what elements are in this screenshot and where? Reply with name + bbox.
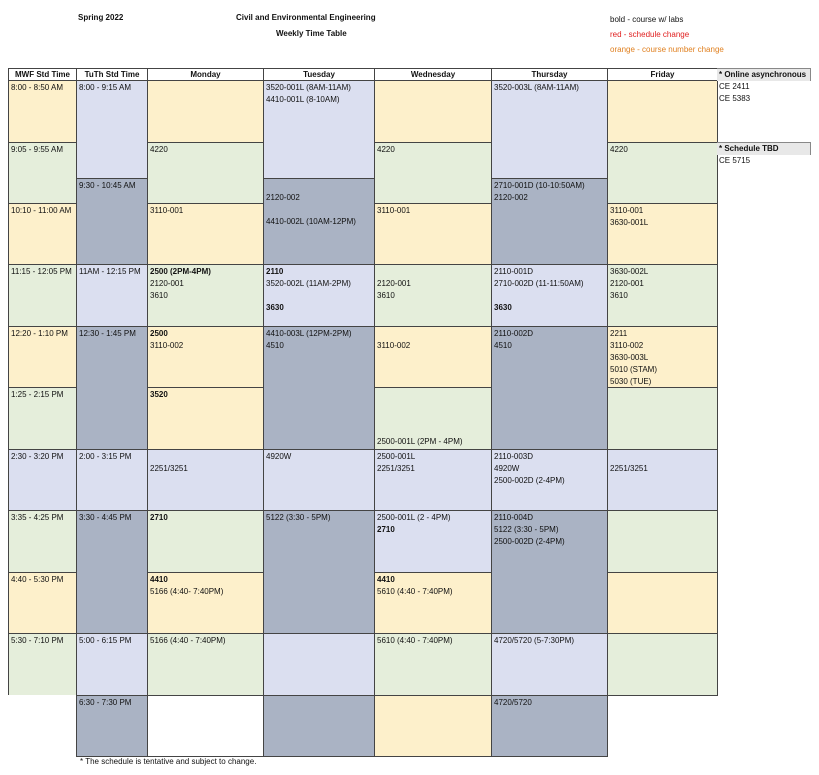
course-entry [266,180,372,192]
course-entry: 4720/5720 (5-7:30PM) [494,636,575,645]
tuesday-slot [263,510,375,634]
course-entry: 3630 [494,303,512,312]
tuth-time-cell: 3:30 - 4:45 PM [76,510,148,634]
mwf-time-cell: 8:00 - 8:50 AM [8,80,77,143]
course-entry: 4410-001L (8-10AM) [266,95,340,104]
thursday-slot [491,510,608,634]
friday-slot [607,449,718,511]
wednesday-slot [374,449,492,511]
course-entry: 2110-004D [494,513,533,522]
monday-slot [147,142,264,204]
thursday-slot [491,326,608,450]
course-entry: 2110-003D [494,452,533,461]
course-entry: 2251/3251 [377,464,415,473]
friday-slot [607,387,718,450]
course-entry: 2120-001 [150,279,184,288]
term-label: Spring 2022 [78,13,124,22]
course-entry: 5610 (4:40 - 7:40PM) [377,587,453,596]
course-entry: 3610 [377,291,395,300]
monday-slot [147,633,264,696]
column-header-thursday: Thursday [491,68,608,81]
monday-slot [147,80,264,143]
tbd-item: CE 5715 [719,156,751,165]
course-entry: 2500-002D (2-4PM) [494,476,565,485]
friday-slot [607,326,718,388]
course-entry: 3630 [266,303,284,312]
thursday-slot [491,178,608,265]
wednesday-slot [374,264,492,327]
friday-slot [607,264,718,327]
course-entry: 3520-001L (8AM-11AM) [266,83,351,92]
course-entry: 2500 (2PM-4PM) [150,267,211,276]
course-entry: 2710-001D (10-10:50AM) [494,181,585,190]
monday-slot [147,695,264,757]
schedule-tbd-list [717,142,811,167]
course-entry: 4410 [377,575,395,584]
course-entry: 4510 [494,341,512,350]
course-entry: 3110-002 [377,341,411,350]
course-entry: 4410 [150,575,168,584]
course-entry: 3520 [150,390,168,399]
column-header-mwf-std-time: MWF Std Time [8,68,77,81]
tuth-time-cell: 12:30 - 1:45 PM [76,326,148,450]
course-entry: 3630-001L [610,218,649,227]
legend-bold: bold - course w/ labs [610,15,684,24]
course-entry: 5010 (STAM) [610,365,657,374]
course-entry: 3610 [610,291,628,300]
wednesday-slot [374,510,492,573]
tuth-time-cell: 11AM - 12:15 PM [76,264,148,327]
empty-cell [8,695,77,757]
thursday-slot [491,633,608,696]
course-entry: 4920W [494,464,520,473]
course-entry: 5122 (3:30 - 5PM) [266,513,331,522]
wednesday-slot [374,633,492,696]
course-entry: 2110-002D [494,329,533,338]
course-entry: 4220 [610,145,628,154]
course-entry: 3630-002L [610,267,649,276]
course-entry: 2110-001D [494,267,533,276]
course-entry: 2710 [150,513,168,522]
monday-slot [147,264,264,327]
course-entry: 3110-001 [610,206,644,215]
course-entry: 2211 [610,329,628,338]
legend-red: red - schedule change [610,30,690,39]
mwf-time-cell: 4:40 - 5:30 PM [8,572,77,634]
friday-slot [607,572,718,634]
course-entry: 3110-001 [150,206,184,215]
course-entry [494,290,605,302]
course-entry: 3610 [150,291,168,300]
online-async-title: * Online asynchronous [717,68,811,81]
monday-slot [147,510,264,573]
mwf-time-cell: 9:05 - 9:55 AM [8,142,77,204]
online-item: CE 2411 [719,82,750,91]
mwf-time-cell: 1:25 - 2:15 PM [8,387,77,450]
thursday-slot [491,695,608,757]
tuth-time-cell: 5:00 - 6:15 PM [76,633,148,696]
course-entry [266,290,372,302]
monday-slot [147,387,264,450]
course-entry: 4220 [150,145,168,154]
monday-slot [147,203,264,265]
mwf-time-cell: 12:20 - 1:10 PM [8,326,77,388]
thursday-slot [491,80,608,179]
course-entry: 2710 [377,525,395,534]
course-entry: 4720/5720 [494,698,532,707]
tuesday-slot [263,264,375,327]
course-entry: 4920W [266,452,292,461]
monday-slot [147,449,264,511]
tuesday-slot [263,633,375,696]
course-entry: 4220 [377,145,395,154]
mwf-time-cell: 5:30 - 7:10 PM [8,633,77,696]
department-title: Civil and Environmental Engineering [236,13,376,22]
course-entry [150,451,261,463]
wednesday-slot [374,326,492,388]
course-entry [610,451,715,463]
footnote: * The schedule is tentative and subject to change. [80,757,257,766]
course-entry: 3110-002 [610,341,644,350]
course-entry: 5166 (4:40 - 7:40PM) [150,636,226,645]
mwf-time-cell: 2:30 - 3:20 PM [8,449,77,511]
course-entry: 5610 (4:40 - 7:40PM) [377,636,453,645]
course-entry: 2500 [150,329,168,338]
course-entry: 5166 (4:40- 7:40PM) [150,587,224,596]
tuesday-slot [263,80,375,179]
friday-slot [607,633,718,696]
column-header-tuesday: Tuesday [263,68,375,81]
thursday-slot [491,449,608,511]
tuesday-slot [263,449,375,511]
column-header-friday: Friday [607,68,718,81]
tuth-time-cell: 8:00 - 9:15 AM [76,80,148,179]
tuesday-slot [263,178,375,265]
tuth-time-cell: 9:30 - 10:45 AM [76,178,148,265]
course-entry: 3110-001 [377,206,411,215]
wednesday-slot [374,572,492,634]
wednesday-slot [374,695,492,757]
online-async-list [717,68,811,105]
course-entry: 4510 [266,341,284,350]
mwf-time-cell: 10:10 - 11:00 AM [8,203,77,265]
course-entry [377,266,489,278]
tuesday-slot [263,326,375,450]
course-entry: 5122 (3:30 - 5PM) [494,525,559,534]
friday-slot [607,142,718,204]
course-entry: 2710-002D (11-11:50AM) [494,279,584,288]
column-header-tuth-std-time: TuTh Std Time [76,68,148,81]
course-entry: 2500-001L (2PM - 4PM) [377,437,463,446]
course-entry [377,328,489,340]
column-header-wednesday: Wednesday [374,68,492,81]
tuesday-slot [263,695,375,757]
course-entry: 2120-001 [610,279,644,288]
course-entry: 4410-003L (12PM-2PM) [266,329,352,338]
course-entry: 4410-002L (10AM-12PM) [266,217,356,226]
course-entry: 2500-001L (2 - 4PM) [377,513,451,522]
online-item: CE 5383 [719,94,751,103]
course-entry: 2500-002D (2-4PM) [494,537,565,546]
course-entry: 2500-001L [377,452,416,461]
wednesday-slot [374,142,492,204]
monday-slot [147,326,264,388]
thursday-slot [491,264,608,327]
course-entry: 5030 (TUE) [610,377,652,386]
friday-slot [607,80,718,143]
mwf-time-cell: 11:15 - 12:05 PM [8,264,77,327]
course-entry: 2110 [266,267,284,276]
course-entry [266,204,372,216]
wednesday-slot [374,203,492,265]
tuth-time-cell: 6:30 - 7:30 PM [76,695,148,757]
legend-orange: orange - course number change [610,45,724,54]
course-entry: 3630-003L [610,353,649,362]
column-header-monday: Monday [147,68,264,81]
course-entry: 2120-001 [377,279,411,288]
course-entry: 3110-002 [150,341,184,350]
wednesday-slot [374,387,492,450]
course-entry: 3520-003L (8AM-11AM) [494,83,579,92]
wednesday-slot [374,80,492,143]
course-entry: 2120-002 [266,193,300,202]
monday-slot [147,572,264,634]
friday-slot [607,203,718,265]
course-entry: 2251/3251 [610,464,648,473]
tuth-time-cell: 2:00 - 3:15 PM [76,449,148,511]
timetable-subtitle: Weekly Time Table [276,29,347,38]
course-entry: 3520-002L (11AM-2PM) [266,279,351,288]
course-entry: 2120-002 [494,193,528,202]
schedule-tbd-title: * Schedule TBD [717,142,811,155]
mwf-time-cell: 3:35 - 4:25 PM [8,510,77,573]
friday-slot [607,510,718,573]
course-entry: 2251/3251 [150,464,188,473]
